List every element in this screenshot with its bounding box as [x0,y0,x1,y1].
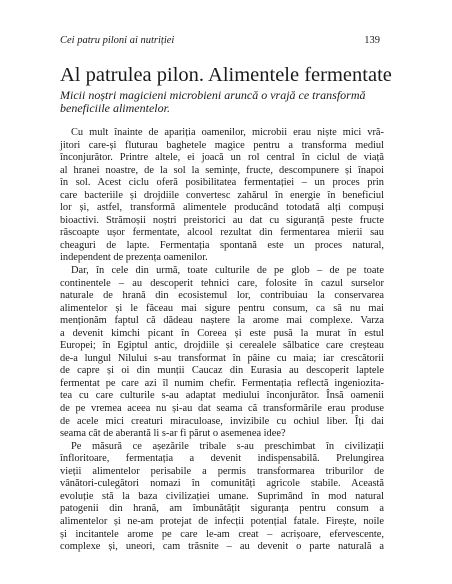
paragraph-line: Cu mult înainte de apariția oamenilor, microbii erau niște mici vră- [71,127,384,138]
paragraph-line: de-a lungul Nilului s-au transformat în pâine cu maia; iar crescătorii [60,352,384,364]
paragraph-line: complexe și, uneori, cam trăsnite – au devenit o parte naturală a [60,541,384,553]
running-head [60,34,380,48]
paragraph [60,265,384,441]
paragraph-line: în sol. Acest ciclu oferă posibilitatea fermentației – un proces prin [60,177,384,189]
paragraph-line: tea cu care culturile s-au adaptat mediului înconjurător. Însă oamenii [60,390,384,402]
paragraph-line: al hranei noastre, de la sol la semințe, fructe, descompunere și înapoi [60,164,384,176]
paragraph-line: evoluție stă la baza civilizației umane. Suprimând în mod natural [60,490,384,502]
paragraph-line: independent de prezența oamenilor. [60,252,208,264]
paragraph-line: și incitantele arome pe care le-am creat – acrișoare, efervescente, [60,528,384,540]
paragraph [60,441,384,554]
subtitle-line: Micii noștri magicieni microbieni aruncă o vrajă ce transformă [60,88,366,102]
chapter-title: Al patrulea pilon. Alimentele fermentate [60,64,392,86]
paragraph-line: patogenii din hrană, am îmbunătățit siguranța pentru consum a [60,503,384,515]
paragraph-line: vânători-culegători nomazi în comunități agricole stabile. Această [60,478,384,490]
paragraph-line: răscoapte ușor fermentate, alcool rezultat din fermentarea mierii sau [60,227,384,239]
paragraph-line: a devenit kimchi picant în Coreea și este pusă la murat în estul [60,327,384,339]
paragraph-line: cheaguri de lapte. Fermentația spontană este un proces natural, [60,239,384,251]
chapter-subtitle [60,88,390,113]
paragraph-line: continentele – au descoperit tehnici care, folosite în cazul surselor [60,277,384,289]
paragraph-line: jitori care-și fluturau baghetele magice pentru a transforma mediul [60,139,384,151]
paragraph-line: de acele mici creaturi miraculoase, invizibile cu ochiul liber. Îți dai [60,415,384,427]
paragraph-line: Dar, în cele din urmă, toate culturile de pe glob – de pe toate [71,265,384,277]
paragraph-line: fermentat pe care azi îl numim chefir. Fermentația reflectă ingeniozita- [60,377,384,389]
paragraph-line: alimentelor și le făceau mai sigure pentru consum, ca să nu mai [60,302,384,314]
paragraph-line: vieții alimentelor perisabile a permis transformarea triburilor de [60,465,384,477]
paragraph-line: înconjurător. Printre altele, ei joacă un rol central în ciclul de viață [60,152,384,164]
paragraph-line: seama cât de aberantă li s-ar fi părut o asemenea idee? [60,428,286,440]
paragraph-line: de capre și oi din munții Caucaz din Eurasia au descoperit laptele [60,365,384,377]
paragraph-line: înfloritoare, fermentația a devenit indispensabilă. Prelungirea [60,453,384,465]
paragraph-line: naturale de hrană din ecosistemul lor, contribuiau la conservarea [60,290,384,302]
paragraph-line: menționăm faptul că dădeau naștere la arome mai complexe. Varza [60,315,384,327]
paragraph-line: Europei; în Egiptul antic, drojdiile și cerealele sălbatice care creșteau [60,340,384,352]
body-text [60,127,384,554]
paragraph-line: Pe măsură ce așezările tribale s-au preschimbat în civilizații [71,440,384,452]
paragraph-line: de pe vremea aceea nu și-au dat seama că transformările erau produse [60,403,384,415]
paragraph [60,127,384,265]
subtitle-line: beneficiile alimentelor. [60,100,170,115]
paragraph-line: alimentelor și ne-am protejat de infecții potențial fatale. Firește, noile [60,515,384,527]
paragraph-line: bioactivi. Strămoșii noștri preistorici au dat cu siguranță peste fructe [60,214,384,226]
paragraph-line: care bacteriile și drojdiile convertesc zahărul în energie în beneficiul [60,189,384,201]
page-number: 139 [364,35,380,46]
paragraph-line: lor și, astfel, transformă alimentele producând totodată alți compuși [60,202,384,214]
running-title: Cei patru piloni ai nutriției [60,35,175,46]
